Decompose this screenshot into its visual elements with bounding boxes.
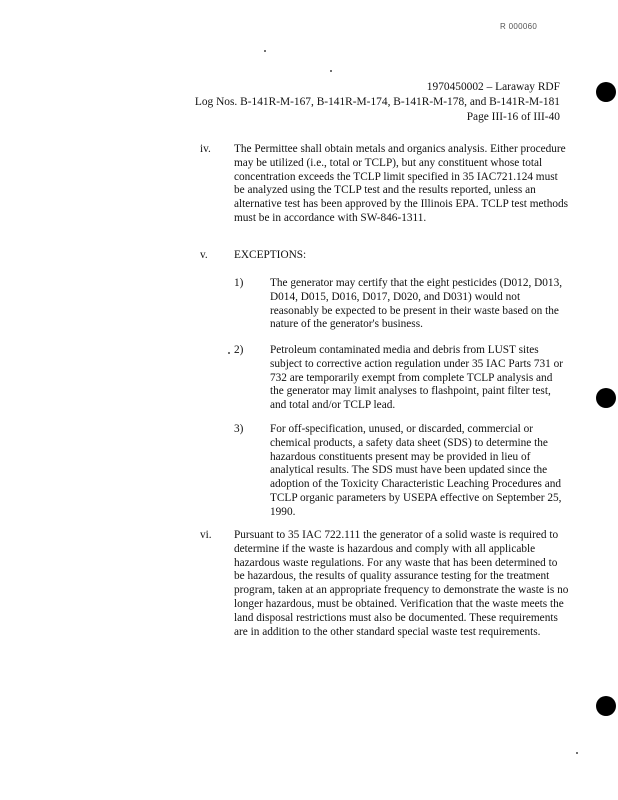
punch-hole-icon <box>596 82 616 102</box>
section-v-heading: EXCEPTIONS: <box>234 249 307 261</box>
bates-stamp: R 000060 <box>500 22 538 31</box>
scan-speck <box>330 70 332 72</box>
page-header <box>195 80 560 125</box>
exception-3-number: 3) <box>234 423 244 435</box>
scan-speck <box>228 352 230 354</box>
section-iv-number: iv. <box>200 143 211 155</box>
section-v <box>200 249 570 265</box>
section-vi <box>200 529 570 655</box>
punch-hole-icon <box>596 388 616 408</box>
section-vi-number: vi. <box>200 529 212 541</box>
scan-speck <box>576 752 578 754</box>
section-vi-text: Pursuant to 35 IAC 722.111 the generator of a solid waste is required to determine if the waste is hazardous and comply with all applicable hazardous waste regulations. For any waste that has been determined to be hazardous, the results of quality assurance testing for the treatment program, taken at an appropriate frequency to demonstrate the waste is no longer hazardous, must be obtained. Verification that the waste meets the land disposal restrictions must also be documented. These requirements are in addition to the other standard special waste test requirements. <box>234 529 569 638</box>
exception-2-number: 2) <box>234 344 244 356</box>
header-facility: 1970450002 – Laraway RDF <box>426 81 560 93</box>
section-v-number: v. <box>200 249 208 261</box>
header-log-numbers: Log Nos. B-141R-M-167, B-141R-M-174, B-141R-M-178, and B-141R-M-181 <box>194 96 560 108</box>
exception-3-text: For off-specification, unused, or discarded, commercial or chemical products, a safety data sheet (SDS) to determine the hazardous constituents present may be provided in lieu of analytical results. The SDS must have been updated since the adoption of the Toxicity Characteristic Leaching Procedures and TCLP organic parameters by USEPA effective on September 25, 1990. <box>270 423 562 518</box>
exception-2-text: Petroleum contaminated media and debris from LUST sites subject to corrective action regulation under 35 IAC Parts 731 or 732 are temporarily exempt from complete TCLP analysis and the generator may limit analyses to flashpoint, paint filter test, and total and/or TCLP lead. <box>270 344 564 412</box>
header-page-number: Page III-16 of III-40 <box>466 111 560 123</box>
exception-2 <box>234 344 564 414</box>
scan-speck <box>264 50 266 52</box>
exception-3 <box>234 423 564 521</box>
exception-1 <box>234 277 564 333</box>
exception-1-number: 1) <box>234 277 244 289</box>
section-iv-text: The Permittee shall obtain metals and organics analysis. Either procedure may be utilized (i.e., total or TCLP), but any constituent whose total concentration exceeds the TCLP limit specified in 35 IAC721.124 must be analyzed using the TCLP test and the results reported, unless an alternative test has been approved by the Illinois EPA. TCLP test methods must be in accordance with SW-846-1311. <box>234 143 569 224</box>
section-iv <box>200 143 570 238</box>
exception-1-text: The generator may certify that the eight pesticides (D012, D013, D014, D015, D016, D017, D020, and D031) would not reasonably be expected to be present in their waste based on the nature of the generator's business. <box>270 277 563 331</box>
punch-hole-icon <box>596 696 616 716</box>
